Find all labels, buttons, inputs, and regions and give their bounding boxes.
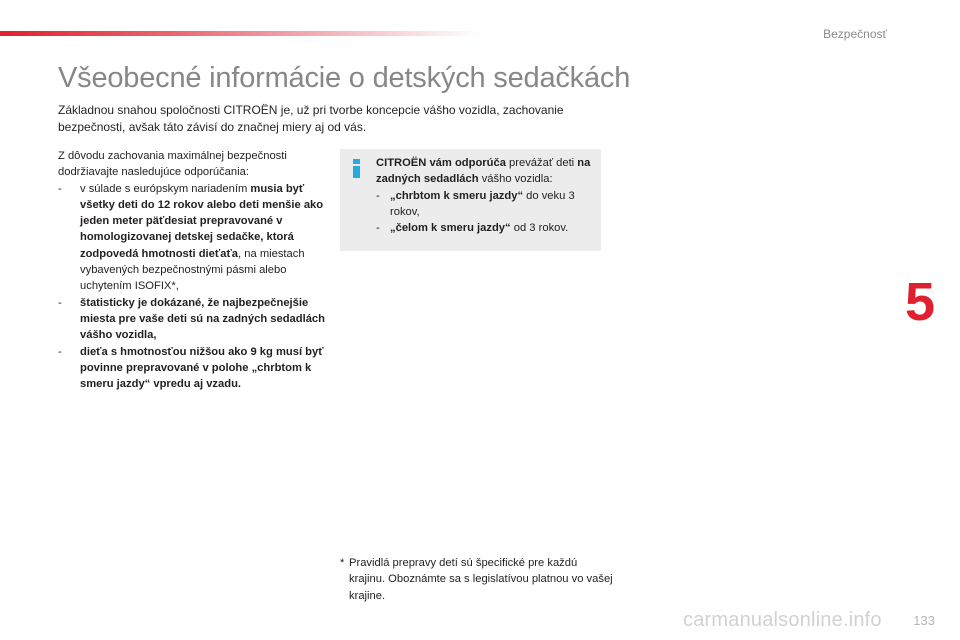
info-lead-text: vášho vozidla: [478, 173, 553, 186]
info-box [340, 149, 601, 251]
info-item-plain: od 3 rokov. [510, 222, 569, 235]
recommendation-text [80, 181, 328, 295]
info-list-item [376, 220, 598, 236]
info-item-plain: do veku 3 rokov, [390, 189, 575, 218]
intro-paragraph: Základnou snahou spoločnosti CITROËN je, už pri tvorbe koncepcie vášho vozidla, zachovanie bezpečnosti, avšak táto závisí do značnej miery aj od vás. [58, 103, 564, 134]
info-item-text [390, 188, 598, 221]
recommendation-text [80, 344, 328, 393]
info-box-lead [376, 155, 598, 188]
page-number: 133 [913, 613, 935, 628]
recommendation-text [80, 295, 328, 344]
recommendation-item [58, 295, 328, 344]
info-item-text [390, 220, 598, 236]
info-lead-bold: CITROËN vám odporúča [376, 157, 506, 169]
info-lead-text: prevážať deti [505, 157, 578, 169]
info-box-content [376, 155, 598, 236]
recommendation-text-plain: v súlade s európskym nariadením [80, 182, 251, 195]
list-dash: - [58, 182, 62, 195]
list-dash: - [58, 296, 62, 309]
footnote-marker: * [340, 557, 345, 569]
recommendation-text-bold: dieťa s hmotnosťou nižšou ako 9 kg musí byť povinne prepravované v polohe „chrbtom k smeru jazdy“ vpredu aj vzadu. [80, 345, 324, 391]
info-lead-bold: na zadných sedadlách [376, 157, 591, 186]
recommendation-item [58, 344, 328, 393]
recommendation-text-plain: , na miestach vybavených bezpečnostnými pásmi alebo uchytením ISOFIX*, [80, 247, 305, 293]
footnote [340, 555, 615, 604]
watermark: carmanualsonline.info [683, 609, 882, 631]
info-icon [353, 159, 360, 177]
info-item-bold: „čelom k smeru jazdy“ [390, 222, 511, 235]
info-list-item [376, 188, 598, 221]
recommendation-item [58, 181, 328, 295]
header-accent-bar [0, 31, 480, 36]
list-dash: - [376, 222, 380, 235]
recommendations-column [58, 148, 328, 392]
page-title: Všeobecné informácie o detských sedačkách [58, 62, 631, 94]
list-dash: - [58, 345, 62, 358]
list-dash: - [376, 189, 380, 202]
recommendation-text-bold: musia byť všetky deti do 12 rokov alebo deti menšie ako jeden meter päťdesiat prepravované v homologizovanej detskej sedačke, ktorá zodpovedá hmotnosti dieťaťa [80, 182, 324, 260]
section-label: Bezpečnosť [823, 27, 887, 41]
footnote-text: Pravidlá prepravy detí sú špecifické pre každú krajinu. Oboznámte sa s legislatívou platnou vo vašej krajine. [349, 557, 613, 602]
info-item-bold: „chrbtom k smeru jazdy“ [390, 189, 524, 202]
recommendations-lead: Z dôvodu zachovania maximálnej bezpečnosti dodržiavajte nasledujúce odporúčania: [58, 150, 287, 179]
recommendation-text-bold: štatisticky je dokázané, že najbezpečnejšie miesta pre vaše deti sú na zadných sedadlách vášho vozidla, [80, 296, 325, 342]
chapter-number: 5 [905, 272, 936, 332]
